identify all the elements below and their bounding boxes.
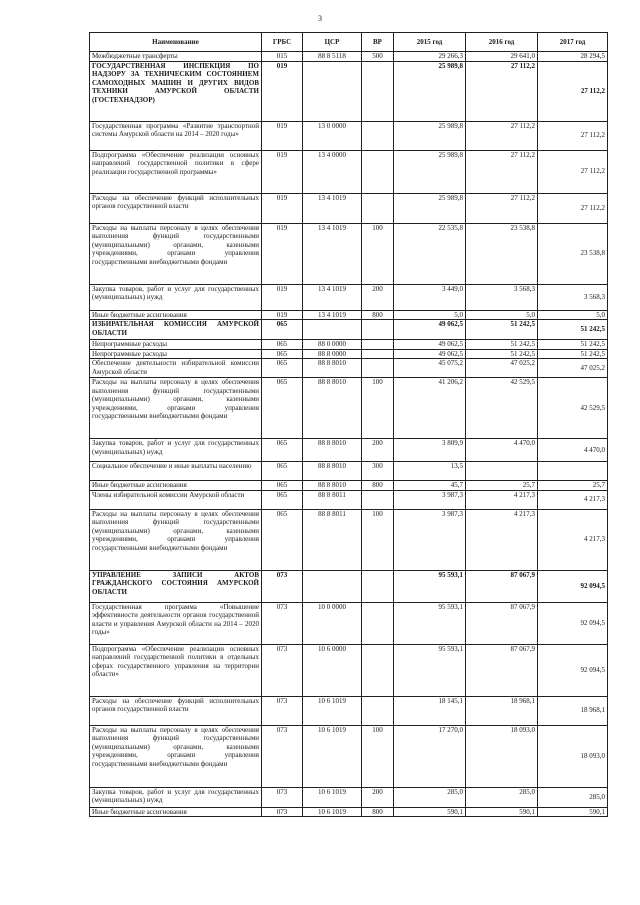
cell-vr: 200 — [362, 439, 394, 462]
cell-name: Закупка товаров, работ и услуг для государственных (муниципальных) нужд — [90, 439, 262, 462]
cell-2017: 51 242,5 — [538, 349, 608, 359]
cell-grbs: 065 — [262, 320, 303, 340]
cell-2015: 49 062,5 — [394, 340, 466, 350]
table-row — [90, 644, 608, 696]
cell-name: Непрограммные расходы — [90, 340, 262, 350]
cell-2015: 95 593,1 — [394, 602, 466, 644]
cell-name: Расходы на выплаты персоналу в целях обеспечения выполнения функций государственными (муниципальными) органами, казенными учреждениями, органами управления государственными внебюджетными фондами — [90, 509, 262, 570]
cell-2015: 3 987,3 — [394, 490, 466, 509]
cell-2015: 25 989,8 — [394, 121, 466, 150]
cell-csr: 88 8 8010 — [303, 462, 362, 481]
cell-2016: 25,7 — [466, 481, 538, 491]
cell-grbs: 073 — [262, 787, 303, 807]
cell-grbs: 065 — [262, 481, 303, 491]
cell-2015: 25 989,8 — [394, 61, 466, 121]
header-csr: ЦСР — [303, 33, 362, 52]
cell-vr: 100 — [362, 378, 394, 439]
table-row — [90, 378, 608, 439]
cell-2015: 3 987,3 — [394, 509, 466, 570]
table-row — [90, 696, 608, 725]
cell-name: Расходы на выплаты персоналу в целях обеспечения выполнения функций государственными (муниципальными) органами, казенными учреждениями, органами управления государственными внебюджетными фондами — [90, 725, 262, 787]
cell-grbs: 065 — [262, 439, 303, 462]
cell-grbs: 065 — [262, 378, 303, 439]
cell-2017: 4 470,0 — [538, 439, 608, 462]
cell-name: Непрограммные расходы — [90, 349, 262, 359]
cell-grbs: 065 — [262, 509, 303, 570]
cell-csr: 13 4 1019 — [303, 193, 362, 223]
header-name: Наименование — [90, 33, 262, 52]
cell-2017: 51 242,5 — [538, 320, 608, 340]
cell-vr: 200 — [362, 284, 394, 310]
cell-name: Иные бюджетные ассигнования — [90, 481, 262, 491]
cell-vr — [362, 490, 394, 509]
cell-csr: 10 0 0000 — [303, 602, 362, 644]
cell-2017: 5,0 — [538, 310, 608, 320]
cell-2017: 27 112,2 — [538, 193, 608, 223]
table-row — [90, 310, 608, 320]
cell-2015: 17 270,0 — [394, 725, 466, 787]
cell-csr: 10 6 1019 — [303, 807, 362, 817]
cell-csr: 13 4 1019 — [303, 284, 362, 310]
cell-2017: 27 112,2 — [538, 121, 608, 150]
cell-name: Межбюджетные трансферты — [90, 52, 262, 62]
table-header-row — [90, 33, 608, 52]
table-row — [90, 359, 608, 378]
table-row — [90, 121, 608, 150]
cell-2016: 285,0 — [466, 787, 538, 807]
cell-2017: 3 568,3 — [538, 284, 608, 310]
cell-csr: 13 0 0000 — [303, 121, 362, 150]
cell-2016: 51 242,5 — [466, 320, 538, 340]
cell-vr: 500 — [362, 52, 394, 62]
cell-2017: 27 112,2 — [538, 150, 608, 193]
cell-2015: 45,7 — [394, 481, 466, 491]
cell-2017: 42 529,5 — [538, 378, 608, 439]
cell-2016: 29 641,0 — [466, 52, 538, 62]
cell-2015: 95 593,1 — [394, 570, 466, 602]
cell-vr — [362, 320, 394, 340]
cell-grbs: 065 — [262, 340, 303, 350]
cell-name: Обеспечение деятельности избирательной комиссии Амурской области — [90, 359, 262, 378]
table-row — [90, 787, 608, 807]
cell-2016: 23 538,8 — [466, 223, 538, 284]
cell-2017: 92 094,5 — [538, 602, 608, 644]
table-row — [90, 340, 608, 350]
cell-name: Государственная программа «Развитие транспортной системы Амурской области на 2014 – 2020 годы» — [90, 121, 262, 150]
cell-2015: 590,1 — [394, 807, 466, 817]
header-vr: ВР — [362, 33, 394, 52]
cell-vr — [362, 340, 394, 350]
cell-vr — [362, 193, 394, 223]
cell-2017: 18 968,1 — [538, 696, 608, 725]
cell-name: УПРАВЛЕНИЕ ЗАПИСИ АКТОВ ГРАЖДАНСКОГО СОСТОЯНИЯ АМУРСКОЙ ОБЛАСТИ — [90, 570, 262, 602]
cell-vr — [362, 696, 394, 725]
cell-name: Иные бюджетные ассигнования — [90, 310, 262, 320]
cell-name: Расходы на выплаты персоналу в целях обеспечения выполнения функций государственными (муниципальными) органами, казенными учреждениями, органами управления государственными внебюджетными фондами — [90, 378, 262, 439]
cell-grbs: 065 — [262, 349, 303, 359]
cell-csr: 88 8 8010 — [303, 359, 362, 378]
header-grbs: ГРБС — [262, 33, 303, 52]
cell-csr: 10 6 1019 — [303, 787, 362, 807]
cell-vr — [362, 602, 394, 644]
header-2016: 2016 год — [466, 33, 538, 52]
cell-2016: 18 968,1 — [466, 696, 538, 725]
table-row — [90, 193, 608, 223]
table-row — [90, 61, 608, 121]
cell-csr: 10 6 0000 — [303, 644, 362, 696]
cell-2017: 28 294,5 — [538, 52, 608, 62]
cell-csr: 88 8 8010 — [303, 378, 362, 439]
cell-csr — [303, 320, 362, 340]
table-row — [90, 349, 608, 359]
cell-2016: 47 025,2 — [466, 359, 538, 378]
cell-2016: 4 217,3 — [466, 490, 538, 509]
table-row — [90, 150, 608, 193]
cell-2015: 22 535,8 — [394, 223, 466, 284]
cell-2017: 92 094,5 — [538, 570, 608, 602]
cell-vr: 200 — [362, 787, 394, 807]
cell-csr: 88 8 8010 — [303, 481, 362, 491]
table-row — [90, 320, 608, 340]
cell-2016: 4 217,3 — [466, 509, 538, 570]
header-2017: 2017 год — [538, 33, 608, 52]
cell-vr: 300 — [362, 462, 394, 481]
cell-2017: 285,0 — [538, 787, 608, 807]
cell-name: Социальное обеспечение и иные выплаты населению — [90, 462, 262, 481]
cell-csr: 88 8 0000 — [303, 349, 362, 359]
page-number: 3 — [318, 14, 322, 23]
cell-grbs: 073 — [262, 696, 303, 725]
cell-csr: 10 6 1019 — [303, 696, 362, 725]
cell-2015: 49 062,5 — [394, 349, 466, 359]
table-row — [90, 439, 608, 462]
cell-name: ИЗБИРАТЕЛЬНАЯ КОМИССИЯ АМУРСКОЙ ОБЛАСТИ — [90, 320, 262, 340]
cell-2017: 4 217,3 — [538, 509, 608, 570]
cell-grbs: 019 — [262, 121, 303, 150]
cell-2015: 41 206,2 — [394, 378, 466, 439]
cell-csr: 88 0 0000 — [303, 340, 362, 350]
cell-grbs: 073 — [262, 602, 303, 644]
cell-2016: 590,1 — [466, 807, 538, 817]
cell-csr: 88 8 8011 — [303, 490, 362, 509]
cell-grbs: 019 — [262, 223, 303, 284]
cell-2017: 47 025,2 — [538, 359, 608, 378]
cell-csr: 13 4 0000 — [303, 150, 362, 193]
cell-2016: 18 093,0 — [466, 725, 538, 787]
table-row — [90, 807, 608, 817]
cell-2017: 25,7 — [538, 481, 608, 491]
cell-vr — [362, 150, 394, 193]
cell-2016: 87 067,9 — [466, 570, 538, 602]
table-row — [90, 52, 608, 62]
cell-csr: 88 8 8010 — [303, 439, 362, 462]
cell-vr: 100 — [362, 725, 394, 787]
cell-2016: 51 242,5 — [466, 349, 538, 359]
cell-2015: 3 449,0 — [394, 284, 466, 310]
cell-2016: 51 242,5 — [466, 340, 538, 350]
cell-grbs: 073 — [262, 570, 303, 602]
cell-vr — [362, 61, 394, 121]
cell-vr — [362, 570, 394, 602]
cell-2016: 27 112,2 — [466, 61, 538, 121]
cell-grbs: 019 — [262, 150, 303, 193]
cell-2016: 87 067,9 — [466, 602, 538, 644]
cell-grbs: 073 — [262, 644, 303, 696]
cell-2017: 590,1 — [538, 807, 608, 817]
cell-name: Иные бюджетные ассигнования — [90, 807, 262, 817]
table-row — [90, 490, 608, 509]
cell-vr — [362, 644, 394, 696]
cell-2017: 27 112,2 — [538, 61, 608, 121]
cell-name: Члены избирательной комиссии Амурской области — [90, 490, 262, 509]
cell-2016: 42 529,5 — [466, 378, 538, 439]
table-row — [90, 602, 608, 644]
table-row — [90, 462, 608, 481]
cell-name: Государственная программа «Повышение эффективности деятельности органов государственной власти и управления Амурской области на 2014 – 2020 годы» — [90, 602, 262, 644]
cell-vr: 100 — [362, 223, 394, 284]
cell-name: ГОСУДАРСТВЕННАЯ ИНСПЕКЦИЯ ПО НАДЗОРУ ЗА ТЕХНИЧЕСКИМ СОСТОЯНИЕМ САМОХОДНЫХ МАШИН И ДРУГИХ ВИДОВ ТЕХНИКИ АМУРСКОЙ ОБЛАСТИ (ГОСТЕХНАДЗОР) — [90, 61, 262, 121]
cell-csr: 10 6 1019 — [303, 725, 362, 787]
table-row — [90, 509, 608, 570]
cell-vr: 800 — [362, 310, 394, 320]
cell-grbs: 019 — [262, 310, 303, 320]
cell-name: Подпрограмма «Обеспечение реализации основных направлений государственной политики в сфере реализации государственной программы» — [90, 150, 262, 193]
cell-grbs: 073 — [262, 807, 303, 817]
cell-2015: 3 809,9 — [394, 439, 466, 462]
cell-name: Закупка товаров, работ и услуг для государственных (муниципальных) нужд — [90, 787, 262, 807]
budget-table — [89, 32, 608, 817]
cell-2015: 95 593,1 — [394, 644, 466, 696]
cell-2016: 3 568,3 — [466, 284, 538, 310]
cell-name: Расходы на выплаты персоналу в целях обеспечения выполнения функций государственными (муниципальными) органами, казенными учреждениями, органами управления государственными внебюджетными фондами — [90, 223, 262, 284]
cell-2015: 5,0 — [394, 310, 466, 320]
table-row — [90, 570, 608, 602]
cell-name: Расходы на обеспечение функций исполнительных органов государственной власти — [90, 696, 262, 725]
cell-2016: 4 470,0 — [466, 439, 538, 462]
cell-2016: 27 112,2 — [466, 121, 538, 150]
cell-grbs: 073 — [262, 725, 303, 787]
cell-2017 — [538, 462, 608, 481]
cell-2017: 4 217,3 — [538, 490, 608, 509]
cell-grbs: 065 — [262, 359, 303, 378]
cell-2015: 25 989,8 — [394, 193, 466, 223]
cell-grbs: 019 — [262, 61, 303, 121]
cell-csr: 88 8 5118 — [303, 52, 362, 62]
table-row — [90, 284, 608, 310]
cell-2015: 285,0 — [394, 787, 466, 807]
cell-2015: 13,5 — [394, 462, 466, 481]
cell-2015: 45 075,2 — [394, 359, 466, 378]
cell-grbs: 065 — [262, 462, 303, 481]
cell-csr: 88 8 8011 — [303, 509, 362, 570]
cell-vr: 800 — [362, 481, 394, 491]
cell-2016: 27 112,2 — [466, 193, 538, 223]
cell-grbs: 015 — [262, 52, 303, 62]
cell-csr: 13 4 1019 — [303, 310, 362, 320]
cell-2016: 87 067,9 — [466, 644, 538, 696]
cell-csr — [303, 570, 362, 602]
cell-2017: 92 094,5 — [538, 644, 608, 696]
cell-2017: 23 538,8 — [538, 223, 608, 284]
table-row — [90, 725, 608, 787]
cell-name: Расходы на обеспечение функций исполнительных органов государственной власти — [90, 193, 262, 223]
table-row — [90, 223, 608, 284]
cell-csr: 13 4 1019 — [303, 223, 362, 284]
cell-2016 — [466, 462, 538, 481]
cell-2016: 5,0 — [466, 310, 538, 320]
cell-grbs: 065 — [262, 490, 303, 509]
cell-name: Закупка товаров, работ и услуг для государственных (муниципальных) нужд — [90, 284, 262, 310]
cell-2017: 51 242,5 — [538, 340, 608, 350]
cell-2015: 29 266,3 — [394, 52, 466, 62]
cell-vr — [362, 349, 394, 359]
cell-grbs: 019 — [262, 193, 303, 223]
cell-vr — [362, 359, 394, 378]
table-row — [90, 481, 608, 491]
cell-vr: 100 — [362, 509, 394, 570]
cell-2017: 18 093,0 — [538, 725, 608, 787]
cell-vr: 800 — [362, 807, 394, 817]
cell-2015: 18 145,1 — [394, 696, 466, 725]
cell-2015: 25 989,8 — [394, 150, 466, 193]
cell-name: Подпрограмма «Обеспечение реализации основных направлений государственной политики в отдельных сферах государственного управления на территории области» — [90, 644, 262, 696]
cell-vr — [362, 121, 394, 150]
cell-csr — [303, 61, 362, 121]
cell-2016: 27 112,2 — [466, 150, 538, 193]
header-2015: 2015 год — [394, 33, 466, 52]
cell-grbs: 019 — [262, 284, 303, 310]
table-body — [90, 52, 608, 817]
cell-2015: 49 062,5 — [394, 320, 466, 340]
